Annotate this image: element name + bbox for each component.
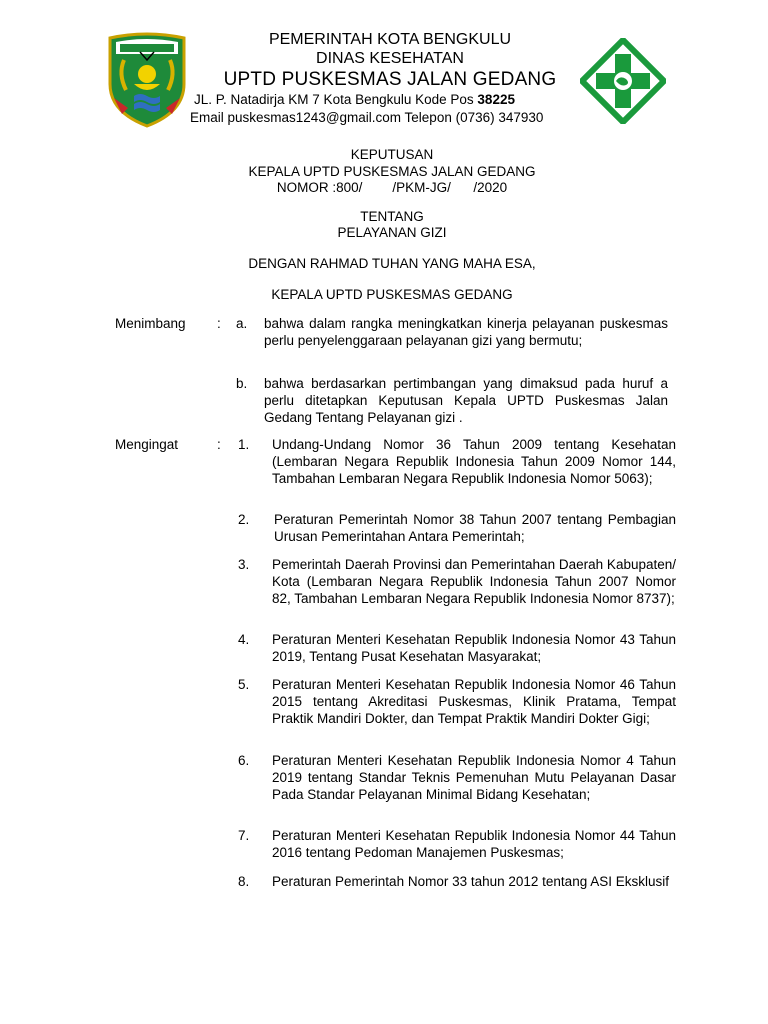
- menimbang-item-b: bahwa berdasarkan pertimbangan yang dimaksud pada huruf a perlu ditetapkan Keputusan Kepala UPTD Puskesmas Jalan Gedang Tentang Pelayanan gizi .: [264, 376, 668, 425]
- mengingat-item-5: Peraturan Menteri Kesehatan Republik Indonesia Nomor 46 Tahun 2015 tentang Akreditasi Puskesmas, Klinik Pratama, Tempat Praktik Mandiri Dokter, dan Tempat Praktik Mandiri Dokter Gigi;: [272, 677, 676, 726]
- mengingat-marker-7: 7.: [238, 828, 250, 843]
- government-name: PEMERINTAH KOTA BENGKULU: [268, 31, 512, 48]
- official-title: KEPALA UPTD PUSKESMAS GEDANG: [271, 287, 513, 302]
- mengingat-item-4: Peraturan Menteri Kesehatan Republik Indonesia Nomor 43 Tahun 2019, Tentang Pusat Kesehatan Masyarakat;: [272, 632, 676, 664]
- menimbang-colon: :: [217, 316, 221, 331]
- mengingat-item-8: Peraturan Pemerintah Nomor 33 tahun 2012 tentang ASI Eksklusif: [272, 874, 669, 889]
- postal-code: 38225: [477, 92, 515, 107]
- mengingat-marker-1: 1.: [238, 437, 250, 452]
- letterhead: [180, 30, 600, 127]
- mengingat-marker-5: 5.: [238, 677, 250, 692]
- menimbang-item-a: bahwa dalam rangka meningkatkan kinerja pelayanan puskesmas perlu penyelenggaraan pelayanan gizi yang bermutu;: [264, 316, 668, 348]
- agency-name: DINAS KESEHATAN: [316, 50, 464, 67]
- mengingat-label: Mengingat: [115, 437, 179, 452]
- institution-name: UPTD PUSKESMAS JALAN GEDANG: [223, 69, 557, 90]
- mengingat-marker-8: 8.: [238, 874, 250, 889]
- contact-line: Email puskesmas1243@gmail.com Telepon (0736) 347930: [190, 110, 544, 125]
- menimbang-label: Menimbang: [115, 316, 186, 331]
- decree-issuer: KEPALA UPTD PUSKESMAS JALAN GEDANG: [248, 164, 536, 179]
- mengingat-item-3: Pemerintah Daerah Provinsi dan Pemerintahan Daerah Kabupaten/ Kota (Lembaran Negara Republik Indonesia Tahun 2007 Nomor 82, Tambahan Lembaran Negara Republik Indonesia Nomor 8737);: [272, 557, 676, 606]
- mengingat-item-7: Peraturan Menteri Kesehatan Republik Indonesia Nomor 44 Tahun 2016 tentang Pedoman Manajemen Puskesmas;: [272, 828, 676, 860]
- decree-heading: KEPUTUSAN: [350, 147, 434, 162]
- mengingat-colon: :: [217, 437, 221, 452]
- mengingat-item-1: Undang-Undang Nomor 36 Tahun 2009 tentang Kesehatan (Lembaran Negara Republik Indonesia Tahun 2009 Nomor 144, Tambahan Lembaran Negara Republik Indonesia Nomor 5063);: [272, 437, 676, 486]
- bengkulu-city-emblem-icon: [104, 32, 190, 128]
- opening-phrase: DENGAN RAHMAD TUHAN YANG MAHA ESA,: [248, 256, 536, 271]
- decree-number: NOMOR :800/ /PKM-JG/ /2020: [276, 180, 508, 195]
- address-text: JL. P. Natadirja KM 7 Kota Bengkulu Kode Pos: [194, 92, 478, 107]
- address-line: [180, 91, 600, 109]
- menimbang-marker-a: a.: [236, 316, 248, 331]
- about-label: TENTANG: [360, 209, 424, 224]
- mengingat-marker-4: 4.: [238, 632, 250, 647]
- menimbang-marker-b: b.: [236, 376, 248, 391]
- mengingat-item-2: Peraturan Pemerintah Nomor 38 Tahun 2007 tentang Pembagian Urusan Pemerintahan Antara Pemerintah;: [274, 512, 676, 544]
- decree-subject: PELAYANAN GIZI: [337, 225, 447, 240]
- mengingat-marker-3: 3.: [238, 557, 250, 572]
- mengingat-marker-2: 2.: [238, 512, 250, 527]
- mengingat-item-6: Peraturan Menteri Kesehatan Republik Indonesia Nomor 4 Tahun 2019 tentang Standar Teknis Pemenuhan Mutu Pelayanan Dasar Pada Standar Pelayanan Minimal Bidang Kesehatan;: [272, 753, 676, 802]
- mengingat-marker-6: 6.: [238, 753, 250, 768]
